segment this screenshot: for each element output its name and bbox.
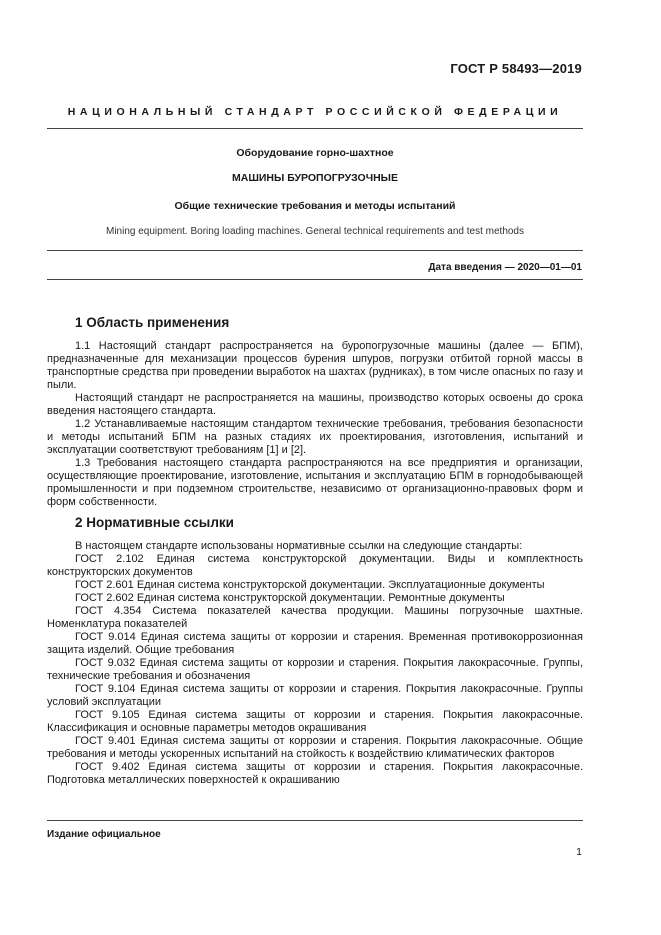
paragraph: 1.1 Настоящий стандарт распространяется на буропогрузочные машины (далее — БПМ), предназначенные для механизации процессов бурения шпуров, погрузки отбитой горной массы в транспортные средства при проведении выработок на шахтах (рудниках), в том числе опасных по газу и пыли. (47, 340, 583, 391)
section-heading: 1 Область применения (75, 315, 230, 330)
english-title: Mining equipment. Boring loading machines. General technical requirements and test methods (105, 226, 524, 237)
section-heading: 2 Нормативные ссылки (75, 515, 234, 530)
reference-item: ГОСТ 9.032 Единая система защиты от коррозии и старения. Покрытия лакокрасочные. Группы, технические требования и обозначения (47, 657, 583, 682)
reference-item: ГОСТ 4.354 Система показателей качества продукции. Машины погрузочные шахтные. Номенклатура показателей (47, 605, 583, 630)
paragraph: 1.3 Требования настоящего стандарта распространяются на все предприятия и организации, осуществляющие проектирование, изготовление, испытания и эксплуатацию БПМ в горнодобывающей промышленности и при подземном строительстве, независимо от организационно-правовых форм и форм собственности. (47, 457, 583, 508)
paragraph: В настоящем стандарте использованы нормативные ссылки на следующие стандарты: (75, 540, 523, 552)
paragraph: Настоящий стандарт не распространяется на машины, производство которых освоены до срока введения настоящего стандарта. (47, 392, 583, 417)
date-divider (47, 279, 583, 280)
reference-item: ГОСТ 2.601 Единая система конструкторской документации. Эксплуатационные документы (75, 579, 545, 591)
reference-item: ГОСТ 9.105 Единая система защиты от коррозии и старения. Покрытия лакокрасочные. Классификация и основные параметры методов окрашивания (47, 709, 583, 734)
standard-number: ГОСТ Р 58493—2019 (450, 61, 582, 76)
section-scope (47, 315, 583, 509)
reference-item: ГОСТ 2.602 Единая система конструкторской документации. Ремонтные документы (75, 592, 505, 604)
section-normative-references (47, 515, 583, 787)
document-subtitle: Общие технические требования и методы испытаний (174, 200, 456, 212)
reference-item: ГОСТ 9.104 Единая система защиты от коррозии и старения. Покрытия лакокрасочные. Группы условий эксплуатации (47, 683, 583, 708)
introduction-date: Дата введения — 2020—01—01 (428, 262, 582, 273)
national-standard-banner: НАЦИОНАЛЬНЫЙ СТАНДАРТ РОССИЙСКОЙ ФЕДЕРАЦИИ (67, 106, 563, 118)
official-edition-label: Издание официальное (47, 829, 161, 840)
footer-divider (47, 820, 583, 821)
page-number: 1 (576, 846, 582, 858)
reference-item: ГОСТ 9.014 Единая система защиты от коррозии и старения. Временная противокоррозионная защита изделий. Общие требования (47, 631, 583, 656)
title-divider (47, 250, 583, 251)
equipment-category: Оборудование горно-шахтное (236, 147, 394, 159)
reference-item: ГОСТ 9.401 Единая система защиты от коррозии и старения. Покрытия лакокрасочные. Общие требования и методы ускоренных испытаний на стойкость к воздействию климатических факторов (47, 735, 583, 760)
reference-item: ГОСТ 9.402 Единая система защиты от коррозии и старения. Покрытия лакокрасочные. Подготовка металлических поверхностей к окрашиванию (47, 761, 583, 786)
paragraph: 1.2 Устанавливаемые настоящим стандартом технические требования, требования безопасности и методы испытаний БПМ на разных стадиях их проектирования, изготовления, испытаний и эксплуатации соответствуют требованиям [1] и [2]. (47, 418, 583, 456)
reference-item: ГОСТ 2.102 Единая система конструкторской документации. Виды и комплектность конструкторских документов (47, 553, 583, 578)
header-divider (47, 128, 583, 129)
document-title: МАШИНЫ БУРОПОГРУЗОЧНЫЕ (232, 172, 398, 184)
